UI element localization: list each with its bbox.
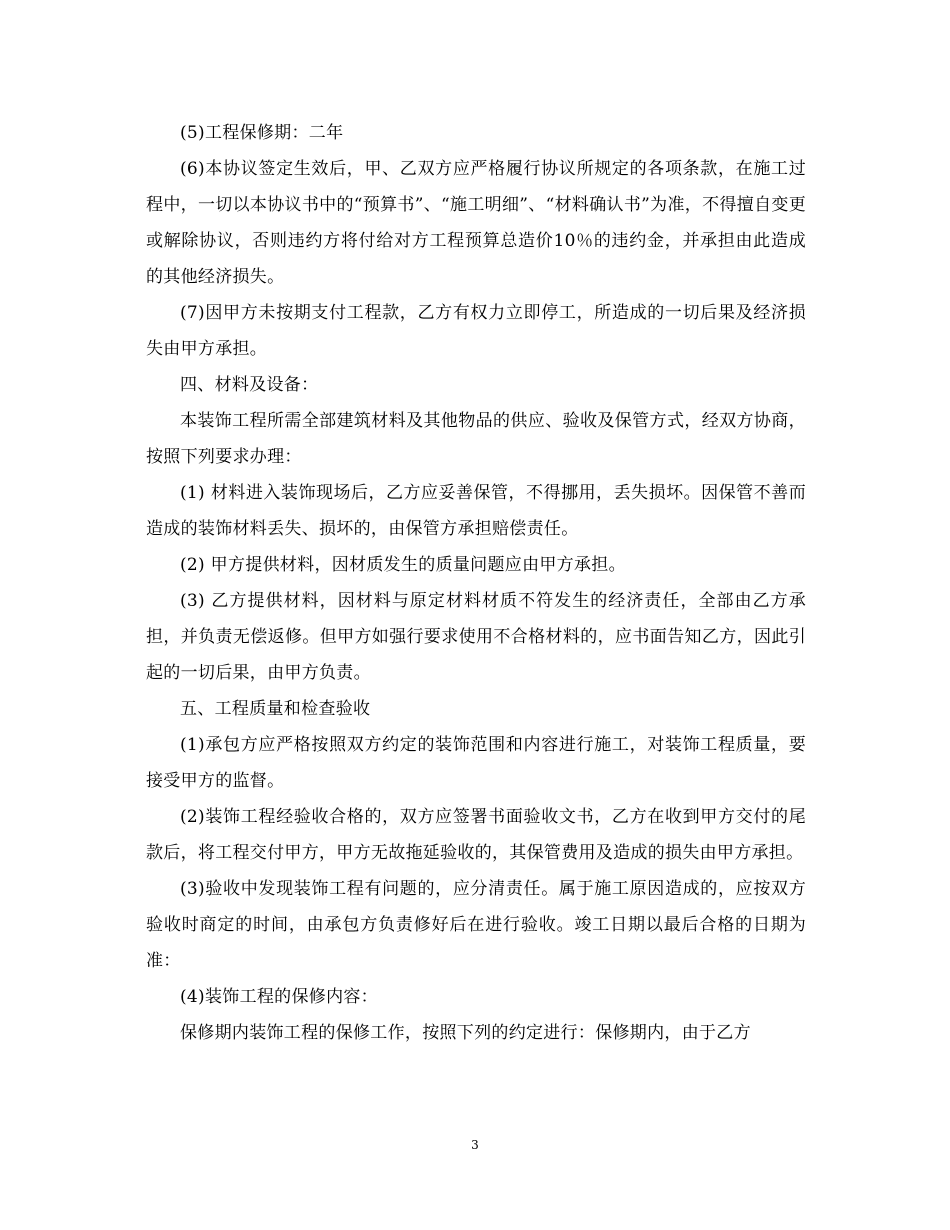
document-body <box>146 115 806 1051</box>
paragraph-breach-penalty: (6)本协议签定生效后，甲、乙双方应严格履行协议所规定的各项条款，在施工过程中，一切以本协议书中的“预算书”、“施工明细”、“材料确认书”为准，不得擅自变更或解除协议，否则违约方将付给对方工程预算总造价10％的违约金，并承担由此造成的其他经济损失。 <box>146 159 806 287</box>
paragraph-party-a-materials: (2) 甲方提供材料，因材质发生的质量问题应由甲方承担。 <box>180 555 626 575</box>
paragraph-payment-delay: (7)因甲方未按期支付工程款，乙方有权力立即停工，所造成的一切后果及经济损失由甲方承担。 <box>146 303 806 359</box>
paragraph-warranty-content: (4)装饰工程的保修内容： <box>180 987 378 1007</box>
section-heading-quality: 五、工程质量和检查验收 <box>180 699 371 719</box>
paragraph-quality-supervision: (1)承包方应严格按照双方约定的装饰范围和内容进行施工，对装饰工程质量，要接受甲方的监督。 <box>146 735 806 791</box>
paragraph-warranty-period: (5)工程保修期：二年 <box>180 123 344 143</box>
paragraph-acceptance-issues: (3)验收中发现装饰工程有问题的，应分清责任。属于施工原因造成的，应按双方验收时商定的时间，由承包方负责修好后在进行验收。竣工日期以最后合格的日期为准： <box>146 879 806 971</box>
paragraph-materials-storage: (1) 材料进入装饰现场后，乙方应妥善保管，不得挪用，丢失损坏。因保管不善而造成的装饰材料丢失、损坏的，由保管方承担赔偿责任。 <box>146 483 806 539</box>
page-number: 3 <box>471 1138 479 1152</box>
paragraph-party-b-materials: (3) 乙方提供材料，因材料与原定材料材质不符发生的经济责任，全部由乙方承担，并负责无偿返修。但甲方如强行要求使用不合格材料的，应书面告知乙方，因此引起的一切后果，由甲方负责。 <box>146 591 806 683</box>
section-heading-materials: 四、材料及设备： <box>180 375 319 395</box>
paragraph-warranty-work: 保修期内装饰工程的保修工作，按照下列的约定进行：保修期内，由于乙方 <box>180 1023 751 1043</box>
paragraph-acceptance: (2)装饰工程经验收合格的，双方应签署书面验收文书，乙方在收到甲方交付的尾款后，将工程交付甲方，甲方无故拖延验收的，其保管费用及造成的损失由甲方承担。 <box>146 807 806 863</box>
paragraph-materials-intro: 本装饰工程所需全部建筑材料及其他物品的供应、验收及保管方式，经双方协商，按照下列要求办理： <box>146 411 806 467</box>
